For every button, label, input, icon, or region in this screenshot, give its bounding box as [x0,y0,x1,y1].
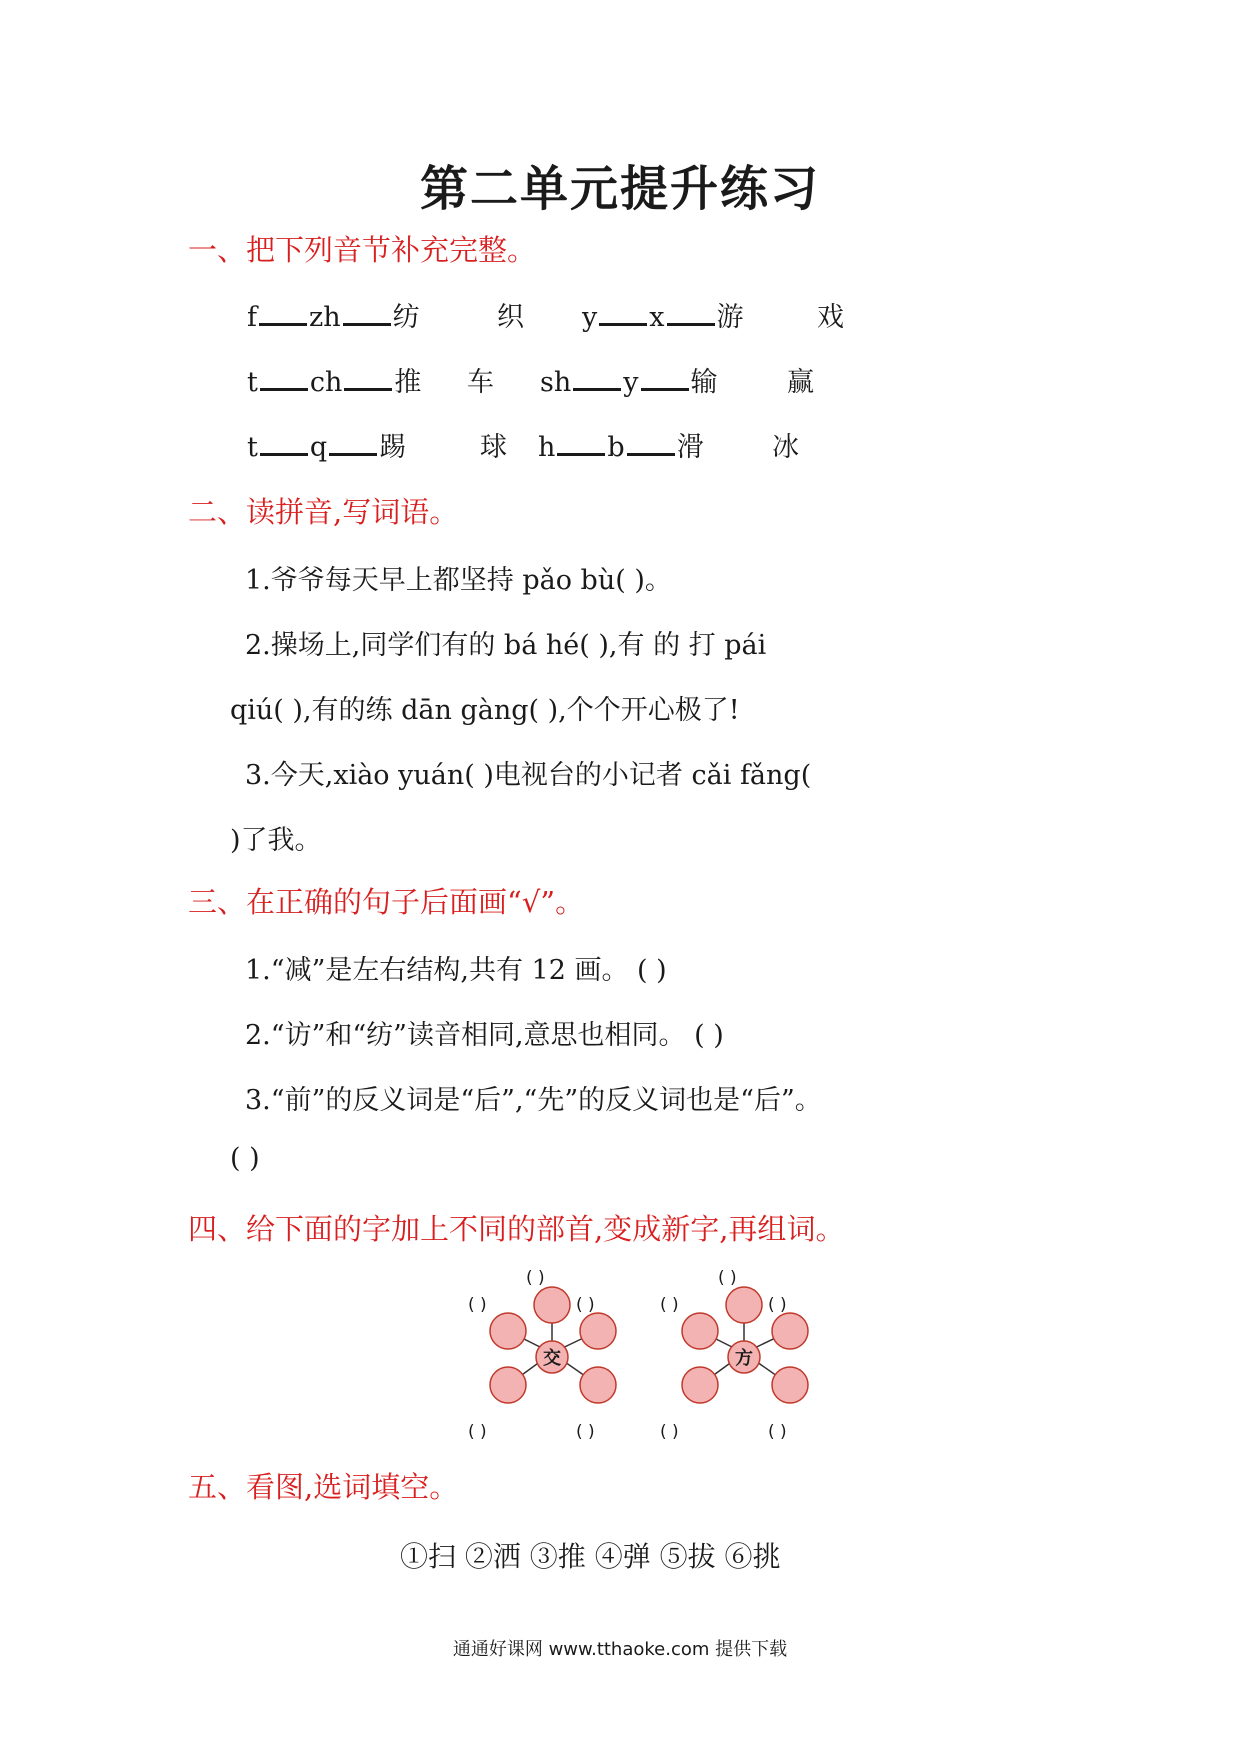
section-4-heading: 四、给下面的字加上不同的部首,变成新字,再组词。 [188,1212,845,1246]
paren-label: ( ) [576,1295,595,1315]
blank-line[interactable] [329,431,377,456]
s1-row-2: t ch 推 [247,367,422,398]
center-char-left: 交 [543,1348,561,1369]
blank-line[interactable] [259,301,307,326]
paren-label: ( ) [468,1422,487,1442]
s2-question-3b: )了我。 [230,825,322,856]
s1-char: 冰 [772,432,799,463]
left-flower [468,1268,616,1442]
petal-circle [682,1367,718,1403]
s2-question-2b: qiú( ),有的练 dān gàng( ),个个开心极了! [230,695,740,726]
word-options: ①扫 ②洒 ③推 ④弹 ⑤拔 ⑥挑 [400,1540,781,1573]
s3-question-1: 1.“减”是左右结构,共有 12 画。 ( ) [245,955,667,986]
section-3-heading: 三、在正确的句子后面画“√”。 [188,885,585,919]
blank-line[interactable] [667,301,715,326]
paren-label: ( ) [768,1422,787,1442]
petal-circle [490,1313,526,1349]
paren-label: ( ) [660,1422,679,1442]
blank-line[interactable] [641,366,689,391]
s2-question-2a: 2.操场上,同学们有的 bá hé( ),有 的 打 pái [245,630,767,661]
paren-label: ( ) [660,1295,679,1315]
s1-char: 球 [480,432,507,463]
petal-circle [772,1367,808,1403]
blank-line[interactable] [573,366,621,391]
s1-char: 戏 [817,302,844,333]
s1-row-1b: y x 游 [582,302,744,333]
s1-char: 赢 [787,367,814,398]
paren-label: ( ) [526,1268,545,1288]
s3-question-3b: ( ) [230,1143,260,1174]
s3-question-3a: 3.“前”的反义词是“后”,“先”的反义词也是“后”。 [245,1085,822,1116]
blank-line[interactable] [599,301,647,326]
blank-line[interactable] [260,366,308,391]
section-2-heading: 二、读拼音,写词语。 [188,495,459,529]
section-5-heading: 五、看图,选词填空。 [188,1470,459,1504]
paren-label: ( ) [576,1422,595,1442]
s2-question-1: 1.爷爷每天早上都坚持 pǎo bù( )。 [245,565,672,596]
petal-circle [726,1287,762,1323]
blank-line[interactable] [344,366,392,391]
blank-line[interactable] [557,431,605,456]
paren-label: ( ) [718,1268,737,1288]
blank-line[interactable] [627,431,675,456]
s1-row-3: t q 踢 [247,432,407,463]
petal-circle [580,1367,616,1403]
petal-circle [580,1313,616,1349]
petal-circle [490,1367,526,1403]
center-char-right: 方 [735,1348,753,1369]
section-1-heading: 一、把下列音节补充完整。 [188,233,537,267]
s1-char: 织 [497,302,524,333]
s1-row-3b: h b 滑 [538,432,704,463]
s2-question-3a: 3.今天,xiào yuán( )电视台的小记者 cǎi fǎng( [245,760,812,791]
s1-char: 车 [467,367,494,398]
page-title: 第二单元提升练习 [419,161,820,217]
s1-row-1: f zh 纺 [247,302,420,333]
footer-credit: 通通好课网 www.tthaoke.com 提供下载 [452,1639,788,1660]
paren-label: ( ) [468,1295,487,1315]
blank-line[interactable] [260,431,308,456]
petal-circle [772,1313,808,1349]
petal-circle [682,1313,718,1349]
right-flower [660,1268,808,1442]
s1-row-2b: sh y 输 [540,367,718,398]
petal-circle [534,1287,570,1323]
s3-question-2: 2.“访”和“纺”读音相同,意思也相同。 ( ) [245,1020,724,1051]
radical-diagram [470,1265,840,1445]
blank-line[interactable] [343,301,391,326]
paren-label: ( ) [768,1295,787,1315]
